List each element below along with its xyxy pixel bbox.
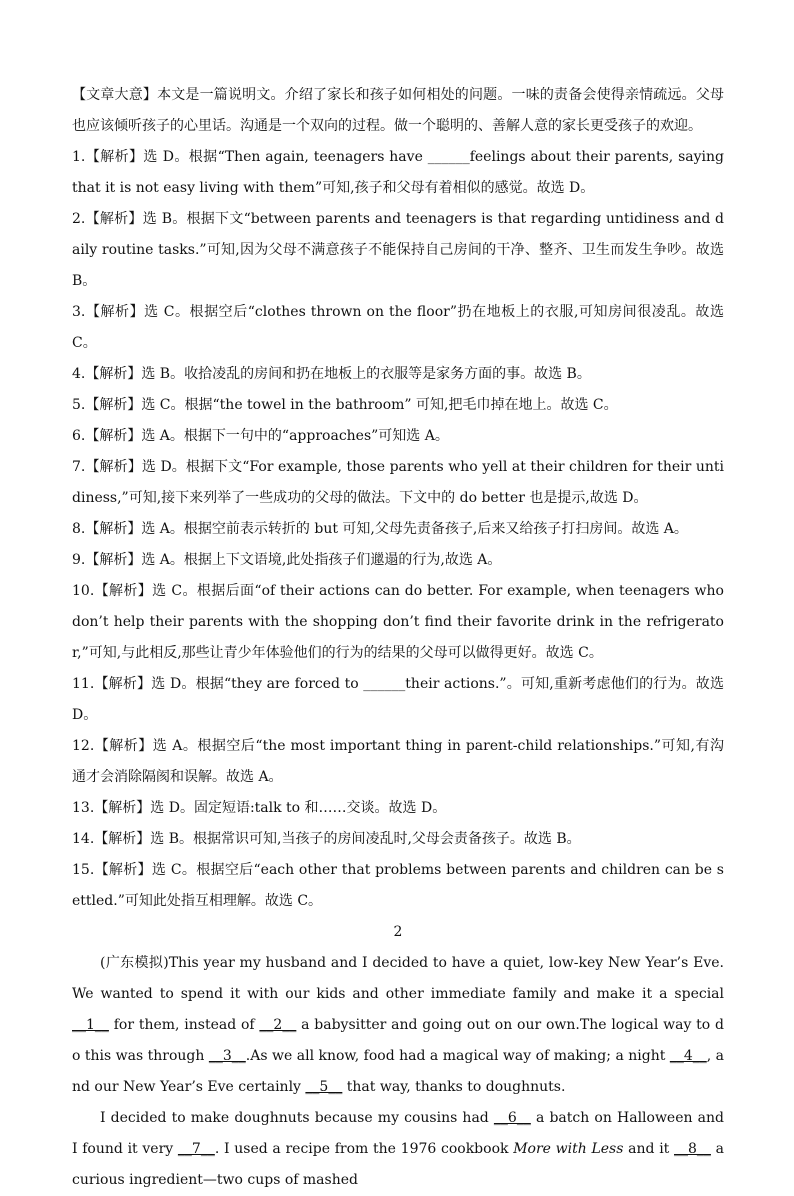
answer-text: 【解析】选 C。根据空后“each other that problems between parents and children can be settled.”可知此处指互相理解。故选 C。 (72, 862, 724, 909)
answer-text: 【解析】选 B。根据常识可知,当孩子的房间凌乱时,父母会责备孩子。故选 B。 (94, 831, 581, 847)
answer-item (72, 669, 724, 731)
answer-text: 【解析】选 C。根据后面“of their actions can do better. For example, when teenagers who don’t help their parents with the shopping don’t find their favorite drink in the refrigerator,”可知,与此相反,那些让青少年体验他们的行为的结果的父母可以做得更好。故选 C。 (72, 583, 724, 661)
answer-text: 【解析】选 B。根据下文“between parents and teenagers is that regarding untidiness and daily routine tasks.”可知,因为父母不满意孩子不能保持自己房间的干净、整齐、卫生而发生争吵。故选 B。 (72, 211, 724, 289)
answer-item (72, 514, 724, 545)
book-title: More with Less (513, 1141, 624, 1157)
answer-item (72, 359, 724, 390)
answer-list (72, 142, 724, 917)
answer-item (72, 731, 724, 793)
passage-text: , and our New Year’s Eve certainly (72, 1048, 725, 1095)
blank-1: __1__ (72, 1017, 109, 1033)
answer-item (72, 204, 724, 297)
answer-number: 14. (72, 831, 95, 847)
blank-6: __6__ (493, 1110, 531, 1126)
answer-text: 【解析】选 A。根据下一句中的“approaches”可知选 A。 (85, 428, 449, 444)
answer-number: 11. (72, 676, 95, 692)
answer-number: 15. (72, 862, 95, 878)
answer-item (72, 793, 724, 824)
answer-text: 【解析】选 B。收拾凌乱的房间和扔在地板上的衣服等是家务方面的事。故选 B。 (85, 366, 591, 382)
answer-number: 1. (72, 149, 86, 165)
answer-number: 12. (72, 738, 95, 754)
answer-number: 13. (72, 800, 95, 816)
answer-item (72, 452, 724, 514)
answer-text: 【解析】选 D。根据“Then again, teenagers have ______feelings about their parents, saying that it is not easy living with them”可知,孩子和父母有着相似的感觉。故选 D。 (72, 149, 724, 196)
answer-item (72, 576, 724, 669)
answer-number: 3. (72, 304, 86, 320)
passage-text: that way, thanks to doughnuts. (342, 1079, 566, 1095)
passage-text: a babysitter and going out on our own.The logical way to do this was through (72, 1017, 724, 1064)
passage-text: (广东模拟)This year my husband and I decided to have a quiet, low-key New Year’s Eve.We wanted to spend it with our kids and other immediate family and make it a special (72, 955, 724, 1002)
blank-3: __3__ (208, 1048, 246, 1064)
answer-number: 10. (72, 583, 95, 599)
summary-label: 【文章大意】 (72, 87, 158, 103)
answer-text: 【解析】选 D。根据下文“For example, those parents who yell at their children for their untidiness,”可知,接下来列举了一些成功的父母的做法。下文中的 do better 也是提示,故选 D。 (72, 459, 724, 506)
answer-text: 【解析】选 C。根据“the towel in the bathroom” 可知,把毛巾掉在地上。故选 C。 (85, 397, 618, 413)
answer-number: 6. (72, 428, 86, 444)
summary-text: 本文是一篇说明文。介绍了家长和孩子如何相处的问题。一味的责备会使得亲情疏远。父母也应该倾听孩子的心里话。沟通是一个双向的过程。做一个聪明的、善解人意的家长更受孩子的欢迎。 (72, 87, 725, 134)
answer-number: 5. (72, 397, 86, 413)
blank-7: __7__ (177, 1141, 215, 1157)
answer-item (72, 297, 724, 359)
answer-number: 4. (72, 366, 86, 382)
passage-paragraph-1 (72, 948, 724, 1103)
answer-number: 9. (72, 552, 86, 568)
passage-text: . I used a recipe from the 1976 cookbook (214, 1141, 514, 1157)
summary-paragraph (72, 80, 724, 142)
blank-5: __5__ (305, 1079, 343, 1095)
answer-text: 【解析】选 D。根据“they are forced to ______their actions.”。可知,重新考虑他们的行为。故选 D。 (72, 676, 724, 723)
answer-item (72, 421, 724, 452)
answer-item (72, 855, 724, 917)
blank-8: __8__ (674, 1141, 711, 1157)
passage-text: .As we all know, food had a magical way of making; a night (245, 1048, 670, 1064)
answer-text: 【解析】选 A。根据空前表示转折的 but 可知,父母先责备孩子,后来又给孩子打扫房间。故选 A。 (85, 521, 688, 537)
answer-number: 8. (72, 521, 86, 537)
answer-number: 2. (72, 211, 86, 227)
section-number: 2 (393, 924, 403, 940)
blank-2: __2__ (259, 1017, 297, 1033)
answer-item (72, 390, 724, 421)
answer-item (72, 142, 724, 204)
passage-text: and it (623, 1141, 675, 1157)
answer-text: 【解析】选 C。根据空后“clothes thrown on the floor”扔在地板上的衣服,可知房间很凌乱。故选 C。 (72, 304, 724, 351)
passage-text: a batch on Halloween and I found it very (72, 1110, 724, 1157)
document-page (72, 80, 724, 1196)
blank-4: __4__ (669, 1048, 707, 1064)
answer-text: 【解析】选 A。根据空后“the most important thing in parent-child relationships.”可知,有沟通才会消除隔阂和误解。故选 A。 (72, 738, 724, 785)
passage-text: for them, instead of (108, 1017, 260, 1033)
answer-text: 【解析】选 A。根据上下文语境,此处指孩子们邋遢的行为,故选 A。 (85, 552, 502, 568)
passage-text: I decided to make doughnuts because my cousins had (100, 1110, 494, 1126)
answer-item (72, 545, 724, 576)
answer-item (72, 824, 724, 855)
answer-text: 【解析】选 D。固定短语:talk to 和……交谈。故选 D。 (94, 800, 447, 816)
passage-paragraph-2 (72, 1103, 724, 1196)
passage-text: a curious ingredient—two cups of mashed (72, 1141, 724, 1188)
answer-number: 7. (72, 459, 86, 475)
